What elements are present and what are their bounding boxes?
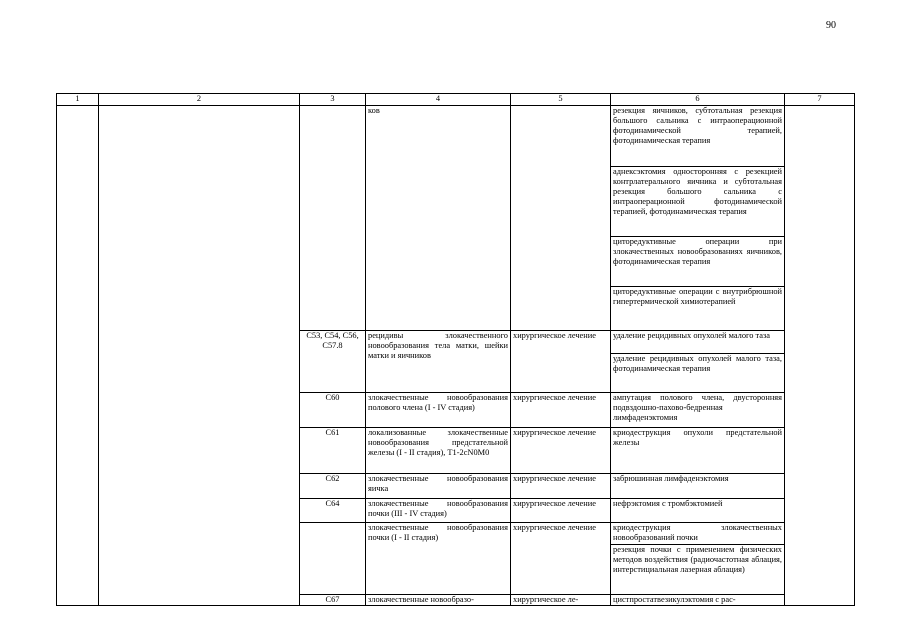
treatment-cell: хирургическое лечение: [511, 331, 611, 393]
method-item: ампутация полового члена, двусторонняя подвздошно-пахово-бедренная лимфаденэктомия: [611, 393, 785, 428]
method-item: циторедуктивные операции с внутрибрюшной гипертермической химиотерапией: [613, 287, 782, 306]
treatment-cell: хирургическое лечение: [511, 499, 611, 523]
method-item: удаление рецидивных опухолей малого таза, фотодинамическая терапия: [613, 354, 782, 373]
condition-cell: локализованные злокачественные новообразования предстательной железы (I - II стадия), T1-2cN0M0: [366, 428, 511, 474]
condition-cell: злокачественные новообразования почки (I - II стадия): [366, 523, 511, 595]
treatment-cell: хирургическое лечение: [511, 474, 611, 499]
empty-cell-col2: [99, 106, 300, 606]
header-cell: 7: [785, 94, 855, 106]
header-cell: 1: [57, 94, 99, 106]
method-item: резекция яичников, субтотальная резекция большого сальника с интраоперационной фотодинамической терапией, фотодинамическая терапия: [613, 106, 782, 145]
code-cell: C61: [300, 428, 366, 474]
method-item: резекция почки с применением физических методов воздействия (радиочастотная аблация, интерстициальная лазерная аблация): [613, 545, 782, 574]
medical-table: [56, 93, 855, 606]
condition-cell: злокачественные новообразования яичка: [366, 474, 511, 499]
page-number: 90: [826, 20, 836, 31]
method-item: цистпростатвезикулэктомия с рас-: [611, 595, 785, 606]
code-cell: C64: [300, 499, 366, 523]
code-cell: C67: [300, 595, 366, 606]
method-item: удаление рецидивных опухолей малого таза: [613, 331, 771, 340]
condition-cell: рецидивы злокачественного новообразования тела матки, шейки матки и яичников: [366, 331, 511, 393]
method-item: аднексэктомия односторонняя с резекцией контрлатерального яичника и субтотальная резекция большого сальника с интраоперационной фотодинамической терапией, фотодинамическая терапия: [611, 166, 784, 236]
treatment-cell: хирургическое лечение: [511, 393, 611, 428]
code-cell: [300, 106, 366, 331]
code-cell: C60: [300, 393, 366, 428]
header-cell: 2: [99, 94, 300, 106]
method-item: нефрэктомия с тромбэктомией: [611, 499, 785, 523]
table-header-row: [57, 94, 855, 106]
table-row: [57, 106, 855, 331]
methods-cell: [611, 523, 785, 595]
condition-cell: злокачественные новообразо-: [366, 595, 511, 606]
treatment-cell: хирургическое лечение: [511, 523, 611, 595]
empty-cell-col7: [785, 106, 855, 606]
method-item: криодеструкция злокачественных новообразований почки: [613, 523, 782, 542]
method-item: забрюшинная лимфаденэктомия: [611, 474, 785, 499]
condition-cell: злокачественные новообразования почки (III - IV стадия): [366, 499, 511, 523]
code-cell: [300, 523, 366, 595]
code-cell: C62: [300, 474, 366, 499]
treatment-cell: [511, 106, 611, 331]
methods-cell: [611, 331, 785, 393]
condition-cell: злокачественные новообразования полового члена (I - IV стадия): [366, 393, 511, 428]
method-item: криодеструкция опухоли предстательной железы: [611, 428, 785, 474]
methods-cell: [611, 106, 785, 331]
code-cell: C53, C54, C56, C57.8: [300, 331, 366, 393]
header-cell: 4: [366, 94, 511, 106]
treatment-cell: хирургическое ле-: [511, 595, 611, 606]
header-cell: 5: [511, 94, 611, 106]
condition-cell: ков: [366, 106, 511, 331]
header-cell: 6: [611, 94, 785, 106]
empty-cell-col1: [57, 106, 99, 606]
header-cell: 3: [300, 94, 366, 106]
treatment-cell: хирургическое лечение: [511, 428, 611, 474]
method-item: циторедуктивные операции при злокачественных новообразованиях яичников, фотодинамическая терапия: [611, 236, 784, 286]
